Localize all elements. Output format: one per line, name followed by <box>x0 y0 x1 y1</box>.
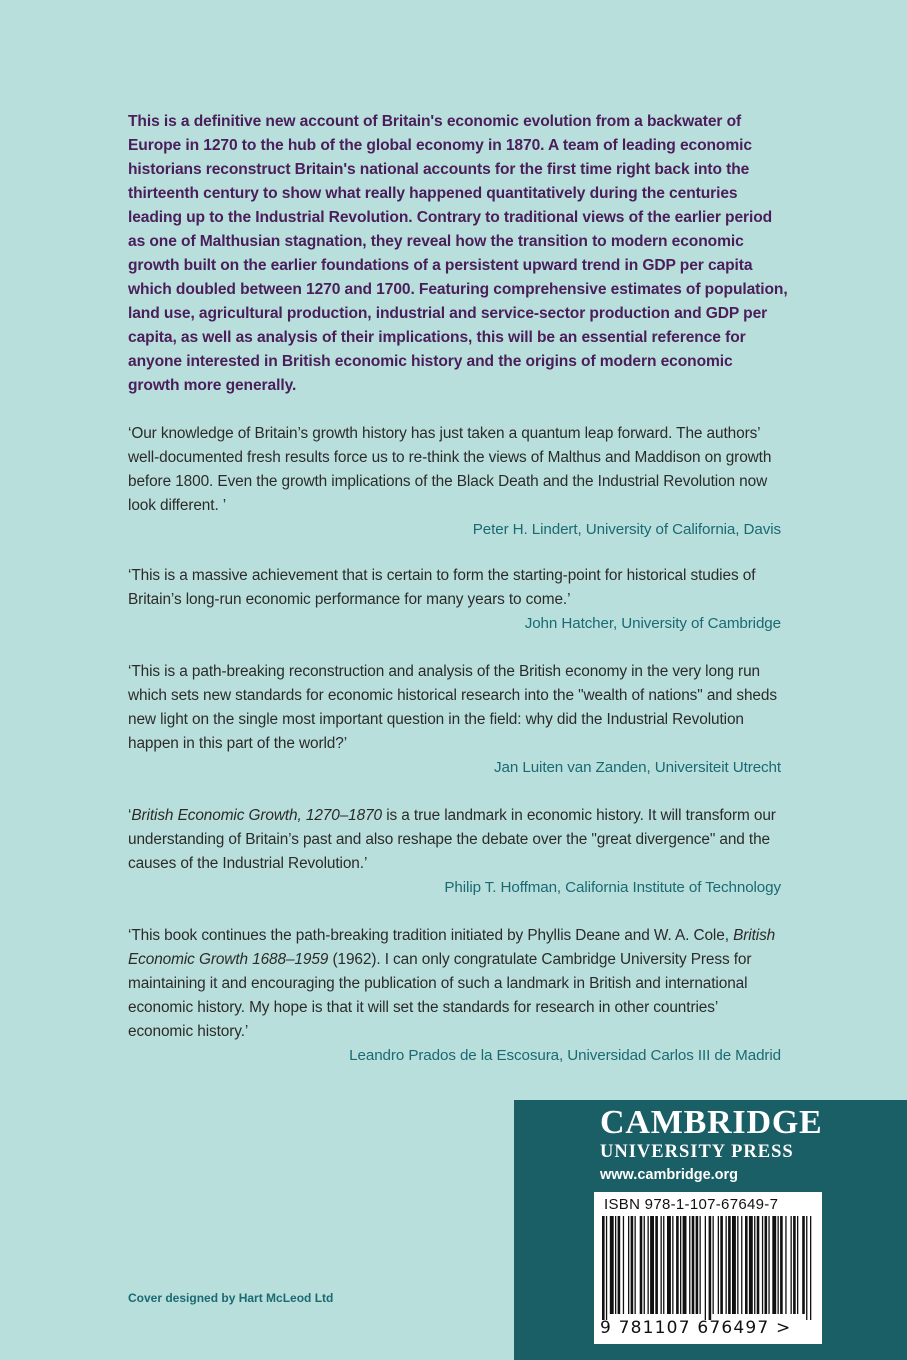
barcode-bar <box>648 1216 649 1314</box>
barcode-bar <box>762 1216 763 1314</box>
quote-rest: (1962). I can only congratulate Cambridge University Press for maintaining it and encouraging the publication of such a landmark in British and international economic history. My hope is that it will set the standards for research in other countries’ economic history.’ <box>128 951 752 1040</box>
quote-open: ‘ <box>128 807 132 824</box>
publisher-url: www.cambridge.org <box>600 1167 739 1183</box>
barcode-bar <box>672 1216 673 1314</box>
barcode-bar <box>745 1216 748 1314</box>
barcode-bar <box>606 1216 607 1320</box>
barcode-bar <box>696 1216 699 1314</box>
quote-rest: is a true landmark in economic history. It will transform our understanding of Britain’s past and also reshape the debate over the "great divergence" and the causes of the Industrial Revolution.’ <box>128 807 776 872</box>
barcode-bar <box>791 1216 792 1314</box>
barcode-bar <box>713 1216 714 1314</box>
barcode-bar <box>757 1216 760 1314</box>
barcode-bar <box>610 1216 614 1314</box>
barcode-bar <box>663 1216 664 1314</box>
barcode-bar <box>768 1216 769 1314</box>
barcode-bar <box>631 1216 634 1314</box>
quote-lead: ‘This book continues the path-breaking tradition initiated by Phyllis Deane and W. A. Cole, <box>128 927 734 944</box>
publisher-panel <box>514 1100 907 1360</box>
publisher-logo-name: CAMBRIDGE <box>600 1104 823 1141</box>
barcode-bar <box>683 1216 687 1314</box>
endorsement-attribution: Jan Luiten van Zanden, Universiteit Utrecht <box>494 759 781 776</box>
barcode-bar <box>785 1216 786 1314</box>
barcode-bar <box>732 1216 736 1314</box>
barcode-bar <box>741 1216 742 1314</box>
barcode-bar <box>640 1216 643 1314</box>
barcode-bar <box>720 1216 723 1314</box>
endorsement-attribution: Leandro Prados de la Escosura, Universidad Carlos III de Madrid <box>349 1047 781 1064</box>
barcode-bar <box>765 1216 768 1314</box>
barcode-bar <box>676 1216 679 1314</box>
barcode-bar <box>810 1216 811 1320</box>
endorsement-text: ‘This is a path-breaking reconstruction and analysis of the British economy in the very long run which sets new standards for economic historical research into the "wealth of nations" and sheds new light on the single most important question in the field: why did the Industrial Revolution happen in this part of the world?’ <box>128 663 777 752</box>
barcode-bar <box>615 1216 616 1314</box>
isbn-label: ISBN 978-1-107-67649-7 <box>604 1196 779 1213</box>
barcode-digits: 9 781107 676497 > <box>600 1318 792 1338</box>
barcode-bar <box>737 1216 738 1314</box>
endorsement-attribution: John Hatcher, University of Cambridge <box>524 615 781 632</box>
description-text: This is a definitive new account of Britain's economic evolution from a backwater of Europe in 1270 to the hub of the global economy in 1870. A team of leading economic historians reconstruct Britain's national accounts for the first time right back into the thirteenth century to show what really happened quantitatively during the centuries leading up to the Industrial Revolution. Contrary to traditional views of the earlier period as one of Malthusian stagnation, they reveal how the transition to modern economic growth built on the earlier foundations of a persistent upward trend in GDP per capita which doubled between 1270 and 1700. Featuring comprehensive estimates of population, land use, agricultural production, industrial and service-sector production and GDP per capita, as well as analysis of their implications, this will be an essential reference for anyone interested in British economic history and the origins of modern economic growth more generally. <box>128 113 788 394</box>
endorsement-attribution: Philip T. Hoffman, California Institute of Technology <box>444 879 781 896</box>
barcode-bar <box>655 1216 658 1314</box>
barcode-bar <box>623 1216 624 1314</box>
cover-credit: Cover designed by Hart McLeod Ltd <box>128 1291 334 1305</box>
book-description <box>128 110 788 398</box>
endorsement-text: ‘This is a massive achievement that is certain to form the starting-point for historical studies of Britain’s long-run economic performance for many years to come.’ <box>128 567 756 608</box>
endorsement-3 <box>128 660 784 780</box>
barcode-bar <box>797 1216 798 1314</box>
barcode-bar <box>802 1216 805 1314</box>
barcode-bar <box>628 1216 629 1314</box>
barcode-bar <box>718 1216 719 1314</box>
book-title: British Economic Growth, 1270–1870 <box>131 807 383 824</box>
barcode-bar <box>661 1216 662 1314</box>
endorsement-2 <box>128 564 784 636</box>
barcode-bar <box>644 1216 645 1314</box>
book-title: British Economic Growth 1688–1959 <box>128 927 776 968</box>
barcode-bar <box>726 1216 727 1314</box>
endorsement-text <box>128 804 784 876</box>
barcode-bar <box>705 1216 706 1320</box>
barcode-bar <box>772 1216 776 1314</box>
barcode-bar <box>667 1216 671 1314</box>
barcode-bar <box>793 1216 796 1314</box>
publisher-logo-subname: UNIVERSITY PRESS <box>600 1142 794 1162</box>
barcode-bar <box>650 1216 654 1314</box>
barcode-bar <box>749 1216 753 1314</box>
barcode-bar <box>709 1216 712 1320</box>
barcode-bar <box>780 1216 783 1314</box>
barcode-bar <box>692 1216 695 1314</box>
endorsement-5 <box>128 924 784 1068</box>
barcode-bar <box>806 1216 807 1320</box>
barcode-bar <box>700 1216 701 1314</box>
endorsement-4 <box>128 804 784 900</box>
barcode-bar <box>635 1216 636 1314</box>
barcode-bar <box>680 1216 681 1314</box>
barcode-bar <box>602 1216 605 1320</box>
endorsement-1 <box>128 422 784 542</box>
endorsement-text: ‘Our knowledge of Britain’s growth history has just taken a quantum leap forward. The authors’ well-documented fresh results force us to re-think the views of Malthus and Maddison on growth before 1800. Even the growth implications of the Black Death and the Industrial Revolution now look different. ’ <box>128 425 772 514</box>
barcode-bar <box>754 1216 755 1314</box>
endorsement-attribution: Peter H. Lindert, University of California, Davis <box>472 521 781 538</box>
barcode-bar <box>689 1216 690 1314</box>
barcode <box>594 1192 822 1344</box>
barcode-bar <box>778 1216 779 1314</box>
endorsement-text <box>128 924 784 1044</box>
barcode-bar <box>728 1216 731 1314</box>
barcode-bar <box>618 1216 621 1314</box>
barcode-bars <box>600 1216 816 1320</box>
